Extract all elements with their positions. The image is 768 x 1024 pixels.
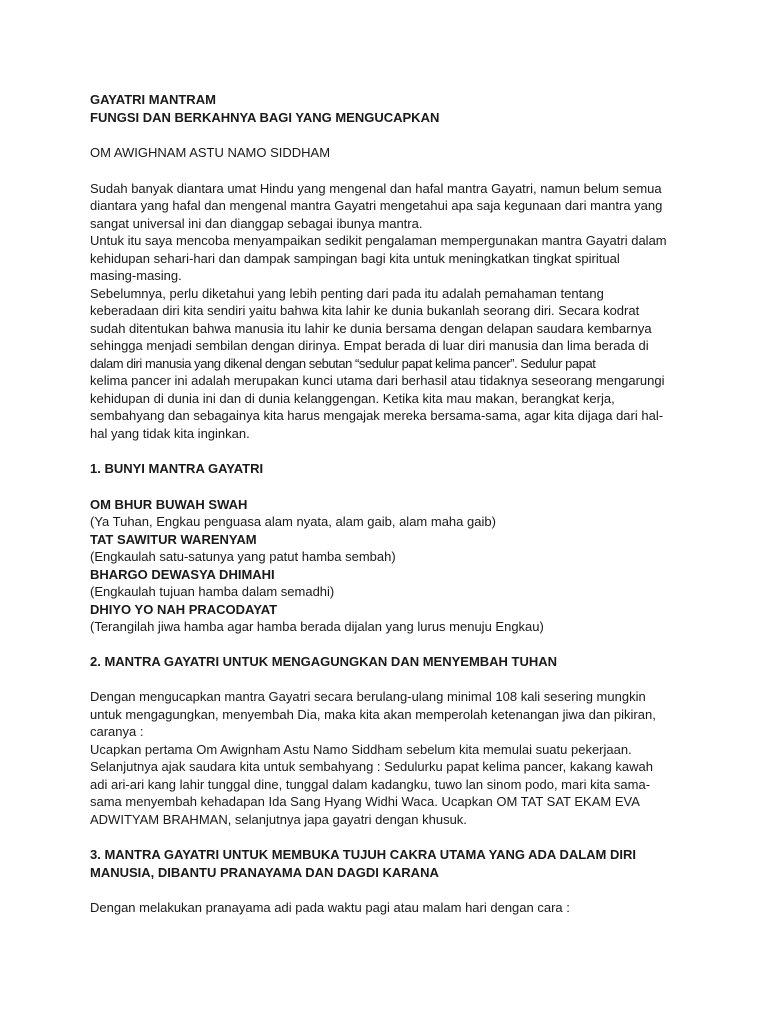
mantra-line: OM BHUR BUWAH SWAH <box>90 496 248 512</box>
intro-line: kehidupan di dunia ini dan di dunia kelanggengan. Ketika kita mau makan, berangkat kerja, <box>90 390 615 406</box>
body-line: Ucapkan pertama Om Awignham Astu Namo Siddham sebelum kita memulai suatu pekerjaan. <box>90 741 632 757</box>
doc-subtitle: FUNGSI DAN BERKAHNYA BAGI YANG MENGUCAPKAN <box>90 109 440 125</box>
mantra-meaning: (Ya Tuhan, Engkau penguasa alam nyata, alam gaib, alam maha gaib) <box>90 514 496 529</box>
body-line: sama menyembah kehadapan Ida Sang Hyang Widhi Waca. Ucapkan OM TAT SAT EKAM EVA <box>90 794 640 809</box>
mantra-meaning: (Engkaulah satu-satunya yang patut hamba sembah) <box>90 549 396 564</box>
intro-line: Untuk itu saya mencoba menyampaikan sedikit pengalaman mempergunakan mantra Gayatri dalam <box>90 233 667 248</box>
intro-line: Sudah banyak diantara umat Hindu yang mengenal dan hafal mantra Gayatri, namun belum semua <box>90 180 662 196</box>
body-line: adi ari-ari kang lahir tunggal dine, tunggal dalam kadangku, tuwo lan sinom podo, mari kita sama- <box>90 776 651 792</box>
intro-line: keberadaan diri kita sendiri yaitu bahwa kita lahir ke dunia bukanlah seorang diri. Secara kodrat <box>90 303 640 318</box>
mantra-line: TAT SAWITUR WARENYAM <box>90 531 257 547</box>
document-page <box>90 91 680 917</box>
body-line: caranya : <box>90 724 144 739</box>
mantra-line: BHARGO DEWASYA DHIMAHI <box>90 566 275 582</box>
intro-line: kelima pancer ini adalah merupakan kunci utama dari berhasil atau tidaknya seseorang mengarungi <box>90 373 665 388</box>
body-line: Selanjutnya ajak saudara kita untuk sembahyang : Sedulurku papat kelima pancer, kakang kawah <box>90 759 653 774</box>
section-1-heading: 1. BUNYI MANTRA GAYATRI <box>90 461 264 476</box>
body-line: Dengan melakukan pranayama adi pada waktu pagi atau malam hari dengan cara : <box>90 900 570 915</box>
intro-paragraph <box>90 180 680 443</box>
intro-line: masing-masing. <box>90 268 182 283</box>
intro-line: kehidupan sehari-hari dan dampak sampingan bagi kita untuk meningkatkan tingkat spiritual <box>90 250 620 266</box>
intro-line: hal yang tidak kita inginkan. <box>90 425 250 441</box>
intro-line: Sebelumnya, perlu diketahui yang lebih penting dari pada itu adalah pemahaman tentang <box>90 285 604 301</box>
doc-title: GAYATRI MANTRAM <box>90 92 216 107</box>
mantra-verses <box>90 496 680 636</box>
opening-invocation: OM AWIGHNAM ASTU NAMO SIDDHAM <box>90 145 331 160</box>
body-line: Dengan mengucapkan mantra Gayatri secara berulang-ulang minimal 108 kali sesering mungkin <box>90 689 646 704</box>
mantra-meaning: (Terangilah jiwa hamba agar hamba berada dijalan yang lurus menuju Engkau) <box>90 619 544 634</box>
section-2-paragraph <box>90 688 680 828</box>
intro-line: dalam diri manusia yang dikenal dengan sebutan “sedulur papat kelima pancer”. Sedulur papat <box>90 355 596 371</box>
section-2-heading: 2. MANTRA GAYATRI UNTUK MENGAGUNGKAN DAN MENYEMBAH TUHAN <box>90 653 558 669</box>
body-line: untuk mengagungkan, menyembah Dia, maka kita akan memperolah ketenangan jiwa dan pikiran, <box>90 706 656 722</box>
mantra-meaning: (Engkaulah tujuan hamba dalam semadhi) <box>90 584 335 599</box>
intro-line: diantara yang hafal dan mengenal mantra Gayatri mengetahui apa saja kegunaan dari mantra yang <box>90 198 663 213</box>
intro-line: sangat universal ini dan dianggap sebagai ibunya mantra. <box>90 215 423 231</box>
intro-line: sembahyang dan sebagainya kita harus mengajak mereka bersama-sama, agar kita dijaga dari hal- <box>90 408 664 423</box>
intro-line: sehingga menjadi sembilan dengan dirinya. Empat berada di luar diri manusia dan lima berada di <box>90 338 649 353</box>
section-3-heading: 3. MANTRA GAYATRI UNTUK MEMBUKA TUJUH CAKRA UTAMA YANG ADA DALAM DIRI <box>90 847 636 862</box>
section-3-heading-cont: MANUSIA, DIBANTU PRANAYAMA DAN DAGDI KARANA <box>90 864 439 880</box>
intro-line: sudah ditentukan bahwa manusia itu lahir ke dunia bersama dengan delapan saudara kembarnya <box>90 320 652 336</box>
body-line: ADWITYAM BRAHMAN, selanjutnya japa gayatri dengan khusuk. <box>90 811 467 827</box>
mantra-line: DHIYO YO NAH PRACODAYAT <box>90 601 278 617</box>
